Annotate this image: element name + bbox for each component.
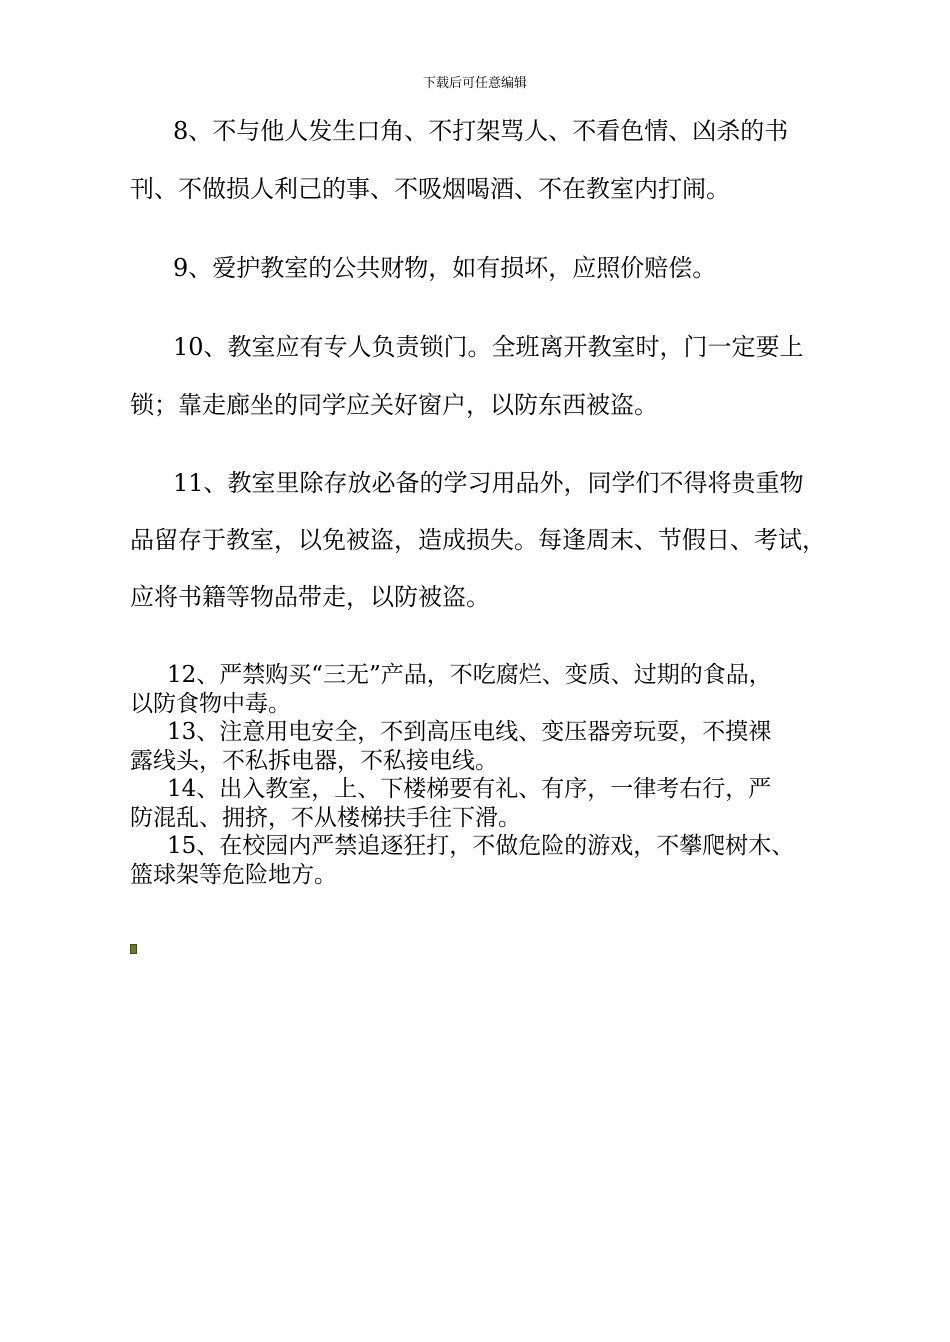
- rule-10-line-1: 10、教室应有专人负责锁门。全班离开教室时，门一定要上: [173, 333, 804, 361]
- rule-14-line-1: 14、出入教室，上、下楼梯要有礼、有序，一律考右行，严: [167, 776, 772, 802]
- rule-11-line-2: 品留存于教室，以免被盗，造成损失。每逢周末、节假日、考试，: [130, 526, 826, 554]
- rule-12-line-1: 12、严禁购买“三无”产品，不吃腐烂、变质、过期的食品，: [167, 662, 772, 688]
- rule-12-line-2: 以防食物中毒。: [130, 691, 291, 717]
- rule-15-line-2: 篮球架等危险地方。: [130, 862, 337, 888]
- rule-15-line-1: 15、在校园内严禁追逐狂打，不做危险的游戏，不攀爬树木、: [167, 833, 795, 859]
- rule-13-line-1: 13、注意用电安全，不到高压电线、变压器旁玩耍，不摸裸: [167, 719, 772, 745]
- page-header: 下载后可任意编辑: [422, 76, 527, 91]
- rule-11-line-1: 11、教室里除存放必备的学习用品外，同学们不得将贵重物: [173, 469, 804, 497]
- rule-14-line-2: 防混乱、拥挤，不从楼梯扶手往下滑。: [130, 805, 521, 831]
- rule-8-line-1: 8、不与他人发生口角、不打架骂人、不看色情、凶杀的书: [173, 117, 789, 145]
- rule-10-line-2: 锁；靠走廊坐的同学应关好窗户，以防东西被盗。: [130, 391, 658, 419]
- rule-11-line-3: 应将书籍等物品带走，以防被盗。: [130, 583, 490, 611]
- rule-9-line-1: 9、爱护教室的公共财物，如有损坏，应照价赔偿。: [173, 254, 717, 282]
- image-placeholder-icon: [130, 944, 137, 954]
- rule-8-line-2: 刊、不做损人利己的事、不吸烟喝酒、不在教室内打闹。: [130, 175, 730, 203]
- rule-13-line-2: 露线头，不私拆电器，不私接电线。: [130, 748, 498, 774]
